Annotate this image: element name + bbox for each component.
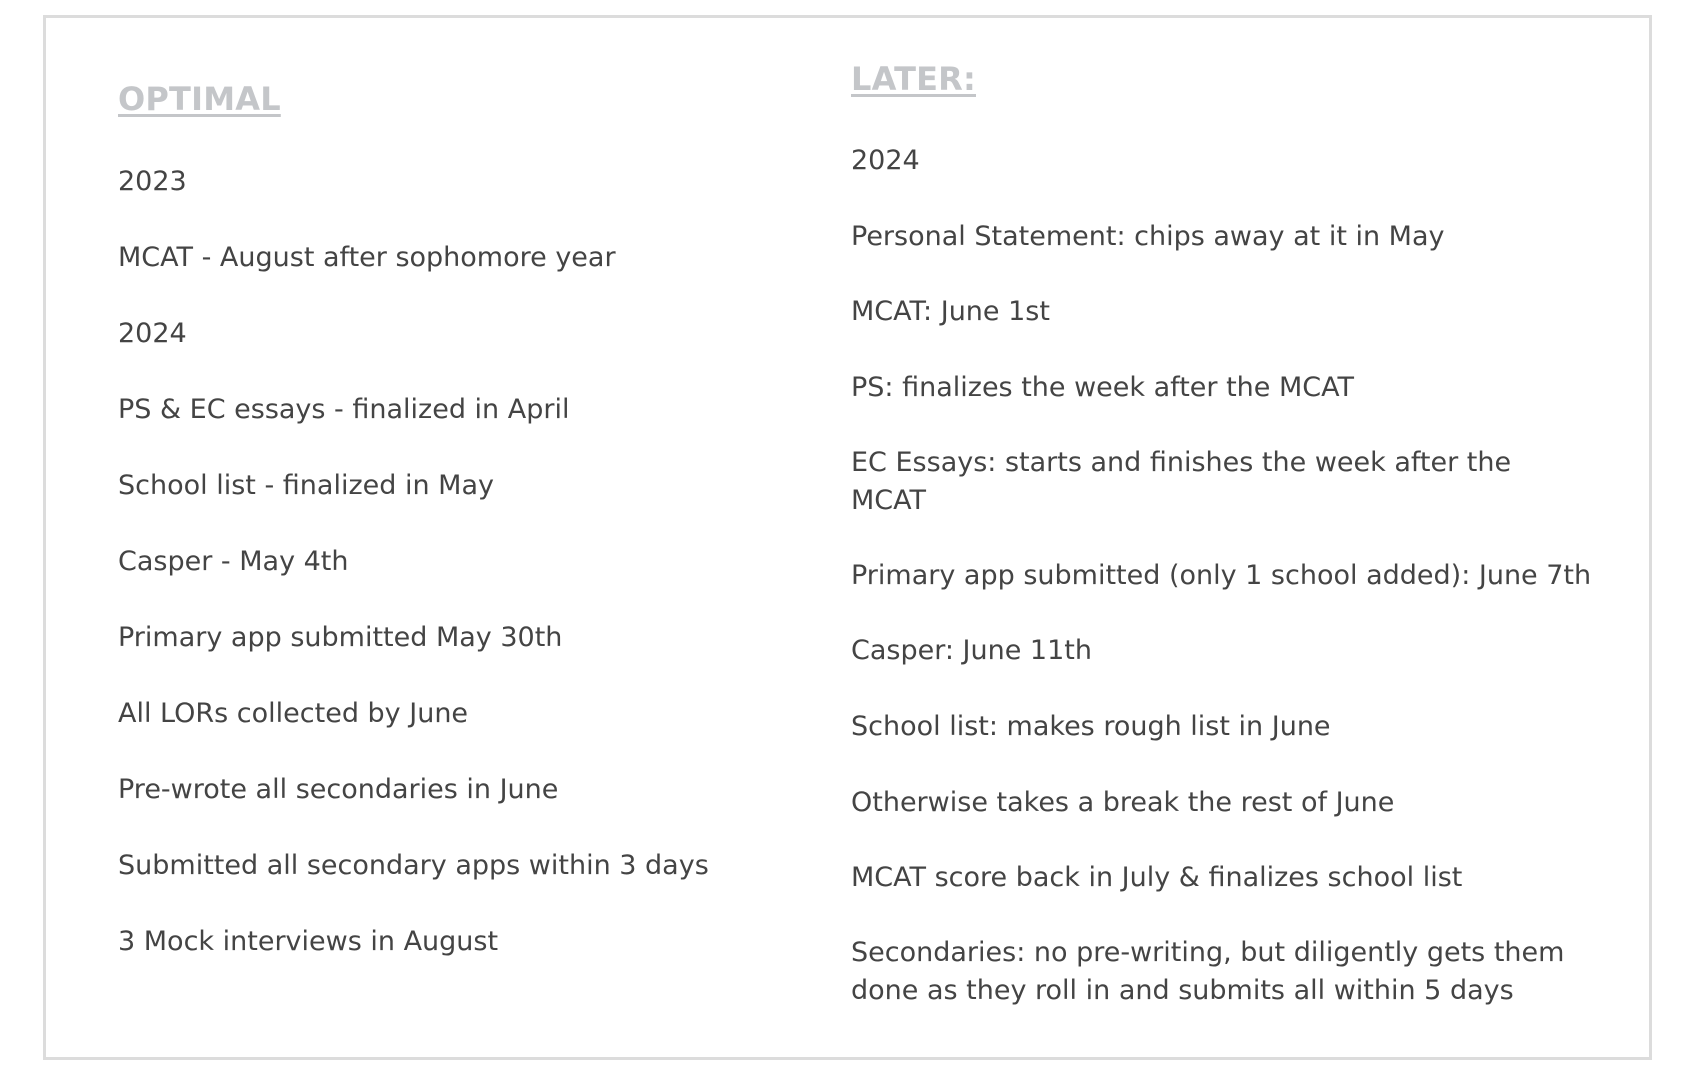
list-item: PS: finalizes the week after the MCAT — [851, 372, 1354, 403]
list-item: Personal Statement: chips away at it in May — [851, 221, 1445, 252]
list-item: All LORs collected by June — [118, 698, 469, 729]
list-item: Primary app submitted (only 1 school added): June 7th — [851, 560, 1592, 591]
optimal-heading: OPTIMAL — [118, 80, 281, 118]
list-item: MCAT score back in July & finalizes school list — [851, 862, 1463, 893]
list-item: 2024 — [851, 145, 920, 176]
list-item: Casper: June 11th — [851, 635, 1092, 666]
timeline-comparison-card — [43, 15, 1652, 1060]
list-item: EC Essays: starts and finishes the week after the MCAT — [851, 447, 1512, 516]
list-item: School list - finalized in May — [118, 470, 494, 501]
list-item: Secondaries: no pre-writing, but diligently gets them done as they roll in and submits all within 5 days — [851, 937, 1565, 1006]
list-item: Pre-wrote all secondaries in June — [118, 774, 559, 805]
list-item: 3 Mock interviews in August — [118, 926, 499, 957]
list-item: 2023 — [118, 166, 187, 197]
list-item: MCAT - August after sophomore year — [118, 242, 616, 273]
later-heading: LATER: — [851, 60, 976, 98]
list-item: Otherwise takes a break the rest of June — [851, 787, 1395, 818]
list-item: PS & EC essays - finalized in April — [118, 394, 570, 425]
list-item: 2024 — [118, 318, 187, 349]
list-item: Submitted all secondary apps within 3 days — [118, 850, 709, 881]
list-item: Primary app submitted May 30th — [118, 622, 563, 653]
list-item: School list: makes rough list in June — [851, 711, 1331, 742]
list-item: MCAT: June 1st — [851, 296, 1050, 327]
list-item: Casper - May 4th — [118, 546, 349, 577]
